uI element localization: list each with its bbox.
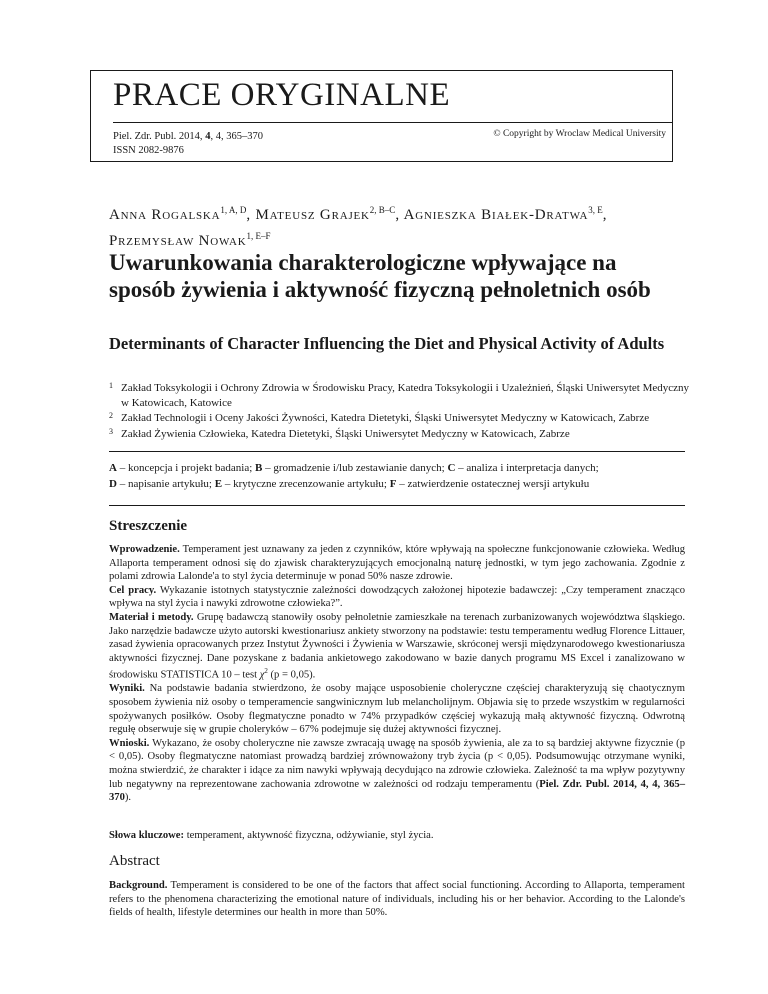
author: Anna Rogalska$^{1, A, D}$, bbox=[109, 205, 256, 223]
citation-suffix: , 4, 365–370 bbox=[210, 131, 263, 142]
citation-prefix: Piel. Zdr. Publ. 2014, bbox=[113, 131, 206, 142]
header-rule bbox=[113, 122, 672, 123]
section-heading-abstract: Abstract bbox=[109, 853, 160, 869]
affiliations bbox=[109, 381, 689, 442]
section-heading-streszczenie: Streszczenie bbox=[109, 518, 188, 534]
journal-header bbox=[90, 70, 673, 162]
paragraph: Cel pracy. Wykazanie istotnych statystycznie zależności dowodzących założonej hipotezie badawczej: „Czy temperament znacząco wpływa na styl życia i nawyki zdrowotne człowieka?”. bbox=[109, 584, 686, 610]
paragraph: Wprowadzenie. Temperament jest uznawany za jeden z czynników, które wpływają na społeczne funkcjonowanie człowieka. Według Allaporta temperament odnosi się do zjawisk charakteryzujących emocjonalną naturę jednostki, w tym jego zachowania. Zgodnie z polami zdrowia Lalonde'a to styl życia determinuje w ponad 50% nasze zdrowie. bbox=[109, 544, 685, 583]
author-sup: 1, E–F bbox=[246, 231, 271, 241]
copyright: © Copyright by Wroclaw Medical University bbox=[493, 129, 666, 139]
affiliation: 3 Zakład Żywienia Człowieka, Katedra Dietetyki, Śląski Uniwersytet Medyczny w Katowicach, Zabrze bbox=[109, 426, 570, 440]
author-sup: 3, E bbox=[588, 205, 603, 215]
affiliation: 2 Zakład Technologii i Oceny Jakości Żywności, Katedra Dietetyki, Śląski Uniwersytet Medyczny w Katowicach, Zabrze bbox=[109, 411, 650, 425]
keywords: Słowa kluczowe: temperament, aktywność fizyczna, odżywianie, styl życia. bbox=[109, 830, 434, 841]
article-title-polish: Uwarunkowania charakterologiczne wpływające na sposób żywienia i aktywność fizyczną pełnoletnich osób bbox=[109, 250, 651, 302]
author-contributions: A – koncepcja i projekt badania; B – gromadzenie i/lub zestawianie danych; C – analiza i interpretacja danych; D – napisanie artykułu; E – krytyczne zrecenzowanie artykułu; F – zatwierdzenie ostatecznej wersji artykułu bbox=[109, 462, 599, 490]
author: Agnieszka Białek-Dratwa$^{3, E}$, bbox=[403, 205, 608, 223]
journal-title: PRACE ORYGINALNE bbox=[113, 77, 451, 113]
issn: ISSN 2082-9876 bbox=[113, 145, 184, 156]
affiliation: 1 Zakład Toksykologii i Ochrony Zdrowia w Środowisku Pracy, Katedra Toksykologii i Uzależnień, Śląski Uniwersytet Medyczny w Katowicach, Katowice bbox=[109, 381, 690, 410]
paragraph: Wnioski. Wykazano, że osoby choleryczne nie zawsze zwracają uwagę na sposób żywienia, ale za to są bardziej aktywne fizycznie (p < 0,05). Osoby flegmatyczne natomiast prowadzą bardziej zrównoważony tryb życia (p < 0,05). Podsumowując otrzymane wyniki, można stwierdzić, że charakter i idące za nim nawyki wpływają decydująco na zdrowie człowieka. Zależność ta ma wpływ pozytywny lub negatywny na reprezentowane zachowania zdrowotne w zależności od rodzaju temperamentu (Piel. Zdr. Publ. 2014, 4, 4, 365–370). bbox=[109, 737, 685, 804]
divider bbox=[109, 451, 685, 452]
divider bbox=[109, 505, 685, 506]
author-sup: 2, B–C bbox=[369, 205, 396, 215]
author: Przemysław Nowak$^{1, E-F}$ bbox=[109, 231, 271, 249]
streszczenie-body bbox=[109, 543, 685, 805]
paragraph: Background. Temperament is considered to be one of the factors that affect social functioning. According to Allaporta, temperament refers to the phenomena characterizing the emotional nature of individuals, including his or her behavior. According to the Lalonde's fields of health, lifestyle determines our health in more than 50%. bbox=[109, 880, 685, 919]
paragraph: Wyniki. Na podstawie badania stwierdzono, że osoby mające usposobienie choleryczne częściej charakteryzują się chaotycznym sposobem żywienia niż osoby o temperamencie sangwinicznym lub melancholijnym. Objawia się to przede wszystkim w regularności spożywanych posiłków. Osoby flegmatyczne ponadto w 74% przypadków częściej wykazują małą aktywność fizyczną. Odwrotną regułę obserwuje się w grupie choleryków – 67% podejmuje się dużej aktywności fizycznej. bbox=[109, 683, 685, 736]
citation-volume: 4 bbox=[205, 131, 211, 142]
abstract-body bbox=[109, 879, 685, 920]
paragraph: Materiał i metody. Grupę badawczą stanowiły osoby pełnoletnie zamieszkałe na terenach zurbanizowanych województwa śląskiego. Jako narzędzie badawcze użyto autorski kwestionariusz ankiety stworzony na podstawie: testu temperamentu według Florence Littauer, zasad żywienia opracowanych przez Instytut Żywności i Żywienia w Warszawie, skróconej wersji międzynarodowego kwestionariusza aktywności fizycznej. Dane pozyskane z badania ankietowego zakodowano w bazie danych programu MS Excel i zanalizowano w środowisku STATISTICA 10 – test $\chi^2$ (p = 0,05). bbox=[109, 611, 685, 681]
citation bbox=[113, 130, 263, 158]
author: Mateusz Grajek$^{2, B-C}$, bbox=[255, 205, 404, 223]
article-title-english: Determinants of Character Influencing the Diet and Physical Activity of Adults bbox=[109, 334, 665, 353]
author-list bbox=[109, 200, 689, 252]
author-sup: 1, A, D bbox=[220, 205, 247, 215]
